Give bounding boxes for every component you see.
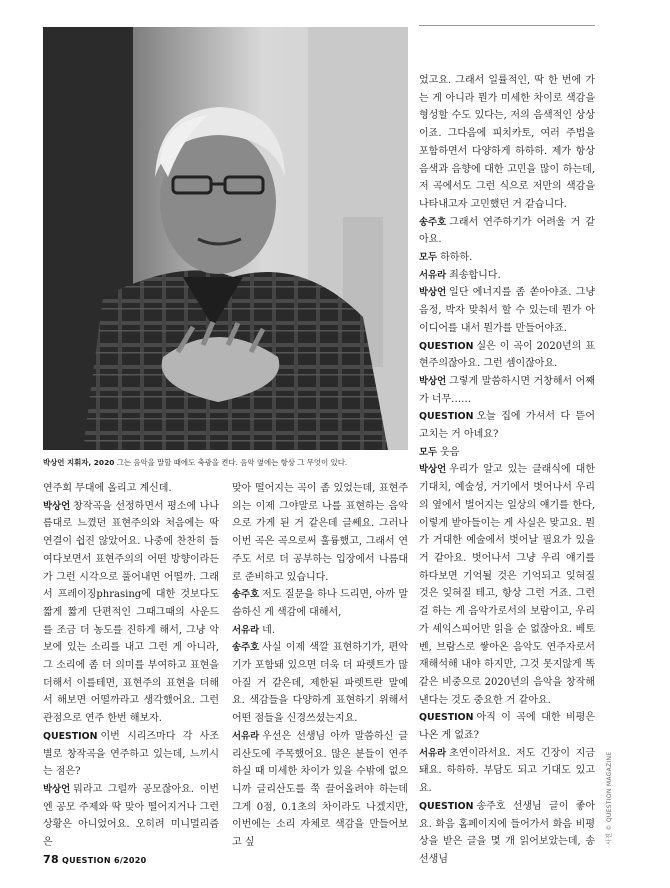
paragraph: 모두 웃음 — [419, 446, 460, 458]
paragraph: QUESTION 송주호 선생님 글이 좋아요. 화음 홈페이지에 들어가서 화음 비평상을 받은 글을 몇 개 읽어보았는데, 송 선생님 — [419, 800, 595, 865]
speaker-label: 박상언 — [419, 287, 447, 299]
paragraph: QUESTION 오늘 집에 가셔서 다 뜯어 고치는 거 아녜요? — [419, 411, 595, 441]
paragraph: 박상언 그렇게 말씀하시면 거창해서 어째 가 너무…… — [419, 375, 595, 405]
paragraph: 었고요. 그래서 일률적인, 딱 한 번에 가는 게 아니라 뭔가 미세한 차이로 색감을 형성할 수도 있다는, 저의 음색적인 상상이죠. 그다음에 피치카토, 여러 주법을 포함하면서 다양하게 하하하. 제가 항상 음색과 음향에 대한 고민을 많이 하는데, 저 곡에서도 그런 식으로 저만의 색감을 나타내고자 고민했던 거 같습니다. — [419, 75, 595, 210]
caption-name: 박상언 지휘자, 2020 — [43, 458, 115, 467]
speaker-label: 서유라 — [232, 730, 260, 742]
paragraph: 송주호 그래서 연주하기가 어려울 거 같아요. — [419, 216, 595, 246]
paragraph: 맞아 떨어지는 곡이 좀 있었는데, 표현주의는 이제 그야말로 나를 표현하는 음악으로 가게 된 거 같은데 글쎄요. 그러나 이번 곡은 곡으로써 훌륭했고, 그래서 연주도 서로 더 공부하는 입장에서 나름대로 준비하고 있습니다. — [232, 483, 408, 583]
speaker-label: 박상언 — [419, 375, 447, 387]
top-rule — [419, 25, 595, 26]
column-1 — [43, 480, 219, 852]
speaker-label: 서유라 — [419, 269, 447, 281]
speaker-label: 송주호 — [419, 216, 447, 228]
caption-text: 그는 음악을 말할 때에도 축광을 켠다. 음악 옆에는 항상 그 무엇이 있다. — [116, 458, 348, 467]
speaker-label: 송주호 — [232, 642, 260, 654]
paragraph: QUESTION 이번 시리즈마다 각 사조 별로 창작곡을 연주하고 있는데, 느끼시는 점은? — [43, 730, 219, 778]
paragraph: 서유라 우선은 선생님 아까 말씀하신 글리산도에 주목했어요. 많은 분들이 연주하실 때 미세한 차이가 있을 수밖에 없으니까 글리산도를 쭉 끌어올려야 하는데 그게 0점, 0.1초의 차이라도 나겠지만, 이번에는 소리 자체로 색감을 만들어보고 싶 — [232, 730, 408, 849]
page-number: 78 — [43, 853, 59, 866]
speaker-label: 송주호 — [232, 589, 260, 601]
paragraph: 송주호 사실 이제 색깔 표현하기가, 편악기가 포함돼 있으면 더욱 더 파렛트가 많아질 거 같은데, 제한된 파렛트란 말예요. 색감들을 다양하게 표현하기 위해서 어떤 점들을 신경쓰셨는지요. — [232, 642, 408, 725]
speaker-label: 서유라 — [419, 747, 447, 759]
paragraph: 박상언 일단 에너지를 좀 쏟아야죠. 그냥 음정, 박자 맞춰서 할 수 있는데 뭔가 아이디어를 내서 뭔가를 만들어야죠. — [419, 287, 595, 334]
column-3 — [419, 72, 595, 869]
speaker-label: 박상언 — [43, 500, 71, 512]
speaker-label: QUESTION — [419, 411, 474, 423]
speaker-label: 모두 — [419, 252, 438, 264]
speaker-label: QUESTION — [419, 800, 474, 812]
paragraph: 서유라 초연이라서요. 저도 긴장이 지금 돼요. 하하하. 부담도 되고 기대도 있고요. — [419, 747, 595, 795]
paragraph: 박상언 창작곡을 선정하면서 평소에 나나름대로 느꼈던 표현주의와 처음에는 딱 연결이 쉽진 않았어요. 나중에 찬찬히 들여다보면서 표현주의의 어떤 방향이라든가 그런 시각으로 풀어내면 어떨까. 그래서 프레이징phrasing에 대한 것보다도 짧게 짧게 단편적인 그때그때의 사운드를 조금 더 농도를 진하게 해서, 그냥 악보에 있는 소리를 내고 그런 게 아니라, 그 소리에 좀 더 의미를 부여하고 표현을 더해서 이를테면, 표현주의 표현을 더해서 해보면 어떨까라고 생각했어요. 그런 관점으로 연주 한번 해보자. — [43, 500, 219, 725]
photo-credit: 사진 © QUESTION MAGAZINE — [606, 751, 613, 845]
paragraph: 연주회 무대에 올리고 계신데. — [43, 483, 172, 494]
paragraph: 모두 하하하. — [419, 252, 473, 264]
paragraph: 서유라 네. — [232, 624, 276, 636]
paragraph: 송주호 저도 질문을 하나 드리면, 아까 말씀하신 게 색감에 대해서, — [232, 589, 408, 618]
speaker-label: 박상언 — [43, 783, 71, 795]
page-folio — [43, 853, 147, 866]
speaker-label: QUESTION — [43, 730, 98, 742]
speaker-label: 서유라 — [232, 624, 260, 636]
paragraph: QUESTION 아직 이 곡에 대한 비평은 나온 게 없죠? — [419, 712, 595, 742]
photo-caption — [43, 457, 408, 468]
speaker-label: 박상언 — [419, 464, 447, 476]
speaker-label: QUESTION — [419, 712, 474, 724]
column-2 — [232, 480, 408, 852]
speaker-label: 모두 — [419, 446, 438, 458]
conductor-portrait-image — [43, 27, 408, 450]
magazine-issue: QUESTION 6/2020 — [62, 856, 147, 865]
paragraph: 박상언 우리가 알고 있는 클래식에 대한 기대치, 예술성, 거기에서 벗어나서 우리의 옆에서 벌어지는 일상의 얘기를 한다, 이렇게 받아들이는 게 사실은 맞고요. 뭔가 거대한 예술에서 벗어날 필요가 있을 거 같아요. 벗어나서 그냥 우리 얘기를 하다보면 기억될 것은 기억되고 잊혀질 것은 잊혀질 테고, 항상 그런 거죠. 그런 걸 하는 게 음악가로서의 보람이고, 우리가 셰익스피어만 읽을 순 없잖아요. 베토벤, 브람스로 쌓아온 음악도 연주자로서 재해석해 내야 하지만, 그것 못지않게 똑같은 비중으로 2020년의 음악을 창작해 낸다는 것도 중요한 거 같아요. — [419, 464, 595, 706]
portrait-photo — [43, 27, 408, 450]
paragraph: 박상언 뭐라고 그럴까 공모잖아요. 이번엔 공모 주제와 딱 맞아 떨어지거나 그런 상황은 아니었어요. 오히려 미니멀리즘은 — [43, 783, 219, 849]
paragraph: 서유라 죄송합니다. — [419, 269, 501, 281]
speaker-label: QUESTION — [419, 340, 474, 352]
paragraph: QUESTION 실은 이 곡이 2020년의 표현주의잖아요. 그런 셈이잖아요. — [419, 340, 595, 370]
